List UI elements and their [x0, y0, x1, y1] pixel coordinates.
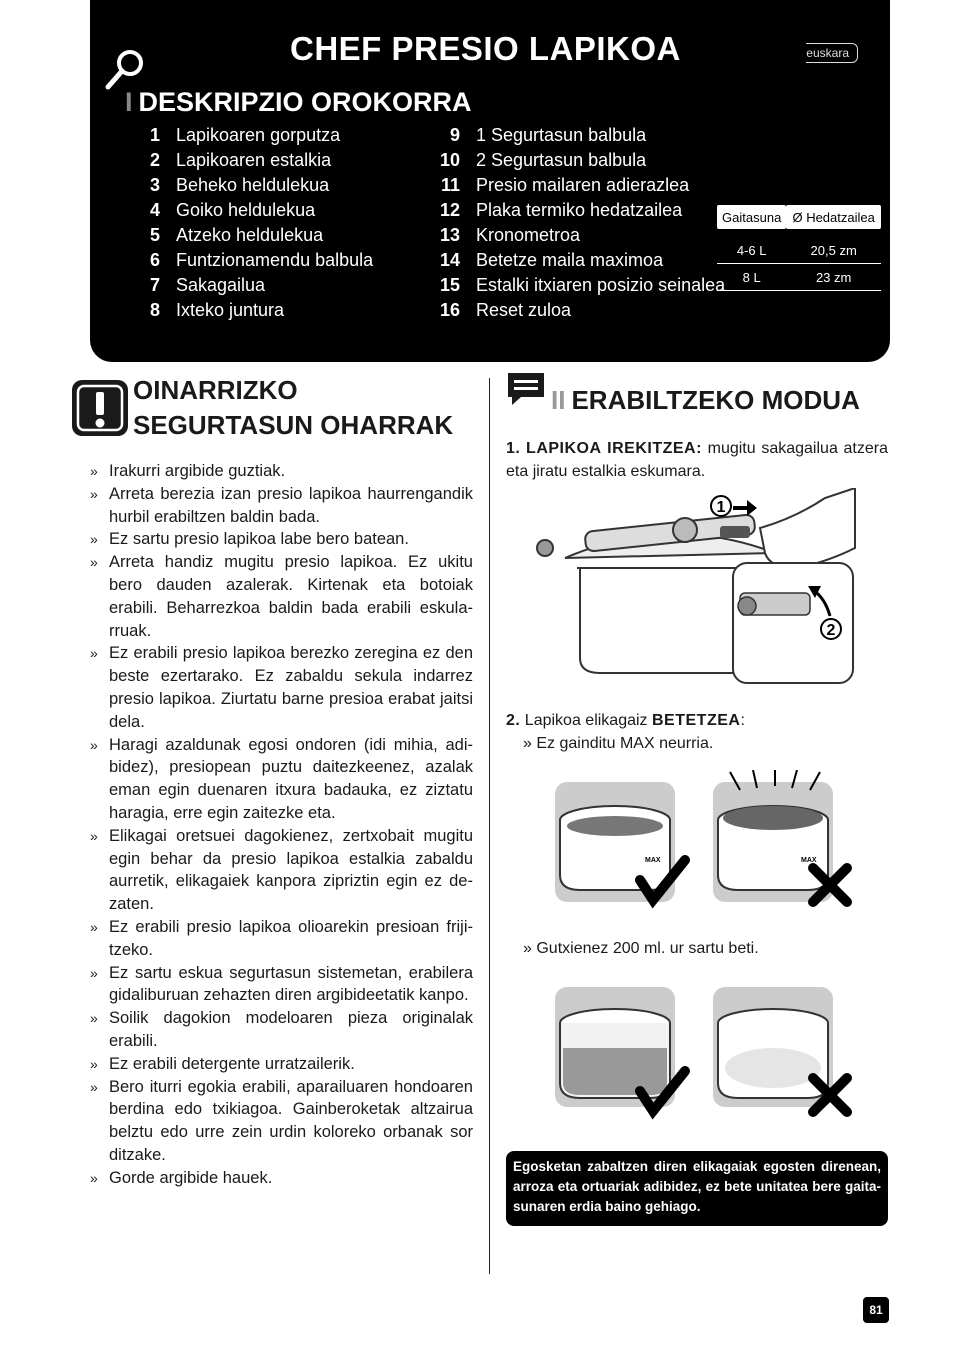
part-number: 9	[449, 125, 460, 145]
diffuser-size-table	[717, 205, 881, 291]
list-item: » Gorde argibide hauek.	[90, 1167, 473, 1190]
min-water-illustration	[535, 983, 865, 1128]
list-item: » Ez erabili detergente urratzailerik.	[90, 1053, 473, 1076]
max-fill-illustration	[535, 770, 865, 915]
table-row	[717, 237, 881, 264]
sub-instruction-max: » Ez gainditu MAX neurria.	[523, 735, 714, 752]
part-number: 16	[439, 300, 460, 320]
step-badge-1: 1	[716, 499, 726, 516]
step-number: 2.	[506, 712, 521, 729]
list-item	[132, 200, 373, 225]
part-label: Presio mailaren adierazlea	[476, 175, 690, 195]
step-badge-2: 2	[826, 622, 836, 639]
list-item	[432, 275, 725, 300]
part-number: 15	[439, 275, 460, 295]
step-number: 1.	[506, 440, 521, 457]
parts-list-left	[132, 125, 373, 325]
part-label: Kronometroa	[476, 225, 581, 245]
part-label: 1 Segurtasun balbula	[476, 125, 647, 145]
header-panel	[90, 0, 890, 362]
list-item: » Ez erabili presio lapikoa olioarekin presioan frijitzeko.	[90, 916, 473, 962]
list-item	[132, 175, 373, 200]
table-row	[717, 264, 881, 291]
list-item: » Soilik dagokion modeloaren pieza originalak erabili.	[90, 1007, 473, 1053]
max-mark: MAX	[645, 857, 661, 864]
list-item: » Elikagai oretsuei dagokienez, zertxobait mugitu egin behar da presio lapikoa estalkia zabaldu aurretik, elikagaiek kanpora zipriztin egin ez dezaten.	[90, 825, 473, 916]
list-item: » Arreta berezia izan presio lapikoa haurrengandik hurbil erabiltzen baldin bada.	[90, 483, 473, 529]
part-number: 14	[439, 250, 460, 270]
safety-title	[133, 373, 453, 443]
list-item	[132, 125, 373, 150]
page-title: CHEF PRESIO LAPIKOA	[290, 30, 681, 67]
step-fill	[506, 710, 888, 733]
list-item: » Ez sartu presio lapikoa labe bero batean.	[90, 528, 473, 551]
list-item	[432, 300, 725, 325]
part-number: 2	[149, 150, 160, 170]
list-item: » Ez erabili presio lapikoa berezko zeregina ez den beste ezertarako. Ez zabaldu sekula indarrez presio lapikoa. Ziurtatu barne presioa erabat jaitsi dela.	[90, 642, 473, 733]
part-label: Beheko heldulekua	[176, 175, 330, 195]
parts-list-right	[432, 125, 725, 325]
table-cell: 20,5 zm	[786, 237, 881, 264]
part-label: Ixteko juntura	[176, 300, 285, 320]
part-number: 5	[149, 225, 160, 245]
speech-bubble-icon	[505, 370, 547, 408]
usage-title	[551, 383, 860, 418]
table-cell: 4-6 L	[717, 237, 786, 264]
list-item	[132, 275, 373, 300]
part-label: Reset zuloa	[476, 300, 572, 320]
list-item: » Irakurri argibide guztiak.	[90, 460, 473, 483]
table-header: Gaitasuna	[717, 205, 786, 229]
list-item	[432, 150, 725, 175]
usage-roman: II	[551, 385, 566, 415]
list-item	[132, 225, 373, 250]
step-heading: BETETZEA	[652, 712, 741, 729]
step-open	[506, 438, 888, 483]
list-item	[432, 125, 725, 150]
part-number: 12	[439, 200, 460, 220]
part-label: Lapikoaren estalkia	[176, 150, 332, 170]
step-heading: LAPIKOA IREKITZEA:	[526, 440, 702, 457]
safety-title-line1: OINARRIZKO	[133, 375, 298, 405]
part-label: Funtzionamendu balbula	[176, 250, 374, 270]
part-number: 7	[149, 275, 160, 295]
list-item	[132, 150, 373, 175]
list-item: » Bero iturri egokia erabili, aparailuaren hondoaren berdina edo txikiagoa. Gainberoketak altzairua belztu edo urre zein urdin koloreko orbanak sor ditzake.	[90, 1076, 473, 1167]
section-title-description	[125, 87, 472, 118]
part-number: 1	[149, 125, 160, 145]
list-item	[132, 250, 373, 275]
warning-icon	[70, 378, 130, 438]
part-number: 8	[149, 300, 160, 320]
list-item	[432, 225, 725, 250]
usage-title-label: ERABILTZEKO MODUA	[571, 385, 860, 415]
max-mark: MAX	[801, 857, 817, 864]
part-number: 13	[439, 225, 460, 245]
section-label: DESKRIPZIO OROKORRA	[138, 87, 472, 117]
table-header-row	[717, 205, 881, 229]
safety-list	[90, 460, 473, 1190]
part-label: Betetze maila maximoa	[476, 250, 664, 270]
list-item	[432, 250, 725, 275]
list-item: » Arreta handiz mugitu presio lapikoa. Ez ukitu bero dauden azalerak. Kirtenak eta botoiak erabili. Beharrezkoa baldin bada erabili eskularruak.	[90, 551, 473, 642]
list-item	[132, 300, 373, 325]
section-roman: I	[125, 87, 133, 117]
part-number: 11	[440, 175, 460, 195]
list-item: » Haragi azaldunak egosi ondoren (idi mihia, adibidez), presiopean puztu daitezkeenez, azalak eman egin duenaren itxura badauka, ez ziztatu haragia, erre egin zaitezke eta.	[90, 734, 473, 825]
part-label: Goiko heldulekua	[176, 200, 316, 220]
safety-title-line2: SEGURTASUN OHARRAK	[133, 410, 454, 440]
list-item	[432, 200, 725, 225]
step-text: mugitu sakagailua atzera eta jiratu estalkia eskumara.	[506, 440, 888, 480]
step-text: Lapikoa elikagaiz	[524, 712, 652, 729]
page-number: 81	[863, 1297, 889, 1323]
open-lid-illustration	[525, 488, 860, 688]
part-label: 2 Segurtasun balbula	[476, 150, 647, 170]
part-label: Lapikoaren gorputza	[176, 125, 341, 145]
column-divider	[489, 378, 490, 1274]
table-cell: 8 L	[717, 264, 786, 291]
language-tag: euskara	[806, 43, 858, 63]
part-number: 10	[439, 150, 460, 170]
part-number: 4	[149, 200, 160, 220]
table-header: Ø Hedatzailea	[786, 205, 881, 229]
note-box: Egosketan zabaltzen diren elikagaiak egosten direnean, arroza eta ortuariak adibidez, ez bete unitatea bere gaitasunaren erdia baino gehiago.	[506, 1151, 888, 1226]
part-label: Atzeko heldulekua	[176, 225, 324, 245]
part-label: Sakagailua	[176, 275, 266, 295]
part-label: Estalki itxiaren posizio seinalea	[476, 275, 726, 295]
table-cell: 23 zm	[786, 264, 881, 291]
list-item: » Ez sartu eskua segurtasun sistemetan, erabilera gidaliburuan zehazten diren argibideetatik kanpo.	[90, 962, 473, 1008]
list-item	[432, 175, 725, 200]
step-text: :	[740, 712, 745, 729]
part-number: 3	[149, 175, 160, 195]
part-number: 6	[149, 250, 160, 270]
sub-instruction-water: » Gutxienez 200 ml. ur sartu beti.	[523, 940, 759, 957]
part-label: Plaka termiko hedatzailea	[476, 200, 683, 220]
